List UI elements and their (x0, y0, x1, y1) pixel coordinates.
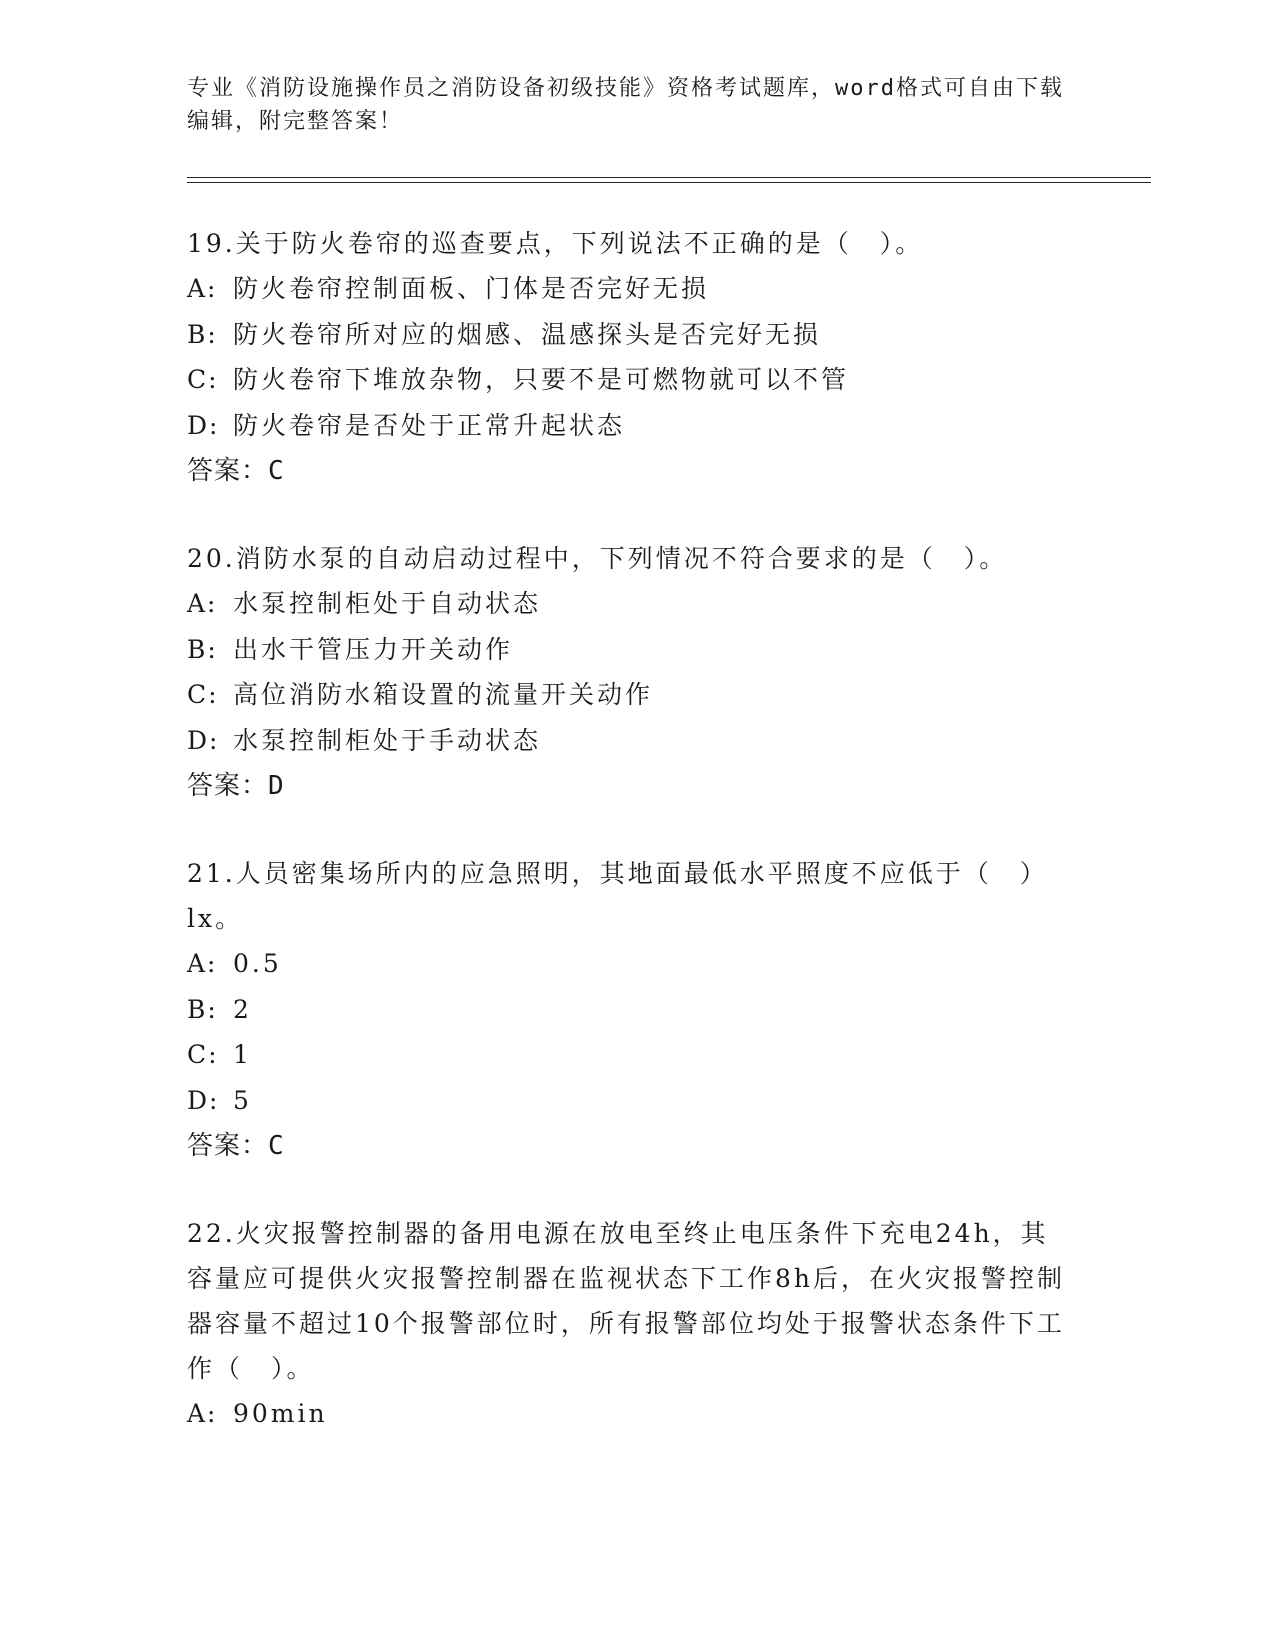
option-b (187, 312, 1067, 358)
answer-label: 答案： (187, 1131, 269, 1161)
option-a (187, 941, 1067, 987)
question-20 (187, 536, 1067, 809)
answer-line (187, 763, 1067, 809)
question-stem: 19.关于防火卷帘的巡查要点，下列说法不正确的是（ ）。 (187, 229, 924, 258)
option-label: D: (187, 1085, 220, 1115)
option-text: 水泵控制柜处于手动状态 (233, 725, 542, 755)
option-label: C: (187, 365, 219, 394)
answer-line (187, 448, 1067, 494)
option-text: 防火卷帘是否处于正常升起状态 (233, 410, 626, 440)
option-label: D: (187, 410, 220, 440)
header-text: 专业《消防设施操作员之消防设备初级技能》资格考试题库，word格式可自由下载编辑，附完整答案！ (187, 76, 1064, 134)
option-text: 出水干管压力开关动作 (233, 634, 514, 664)
option-text: 高位消防水箱设置的流量开关动作 (233, 680, 654, 709)
option-label: B: (187, 319, 218, 349)
option-label: B: (187, 634, 218, 664)
option-c (187, 357, 1067, 403)
option-a (187, 1391, 1067, 1437)
option-text: 防火卷帘控制面板、门体是否完好无损 (233, 274, 710, 303)
option-text: 2 (233, 994, 252, 1024)
header-divider-top (187, 177, 1151, 178)
option-label: A: (187, 949, 218, 978)
question-stem: 22.火灾报警控制器的备用电源在放电至终止电压条件下充电24h，其容量应可提供火灾报警控制器在监视状态下工作8h后，在火灾报警控制器容量不超过10个报警部位时，所有报警部位均处于报警状态条件下工作（ ）。 (187, 1219, 1066, 1383)
option-b (187, 627, 1067, 673)
option-text: 防火卷帘所对应的烟感、温感探头是否完好无损 (233, 319, 822, 349)
question-stem: 20.消防水泵的自动启动过程中，下列情况不符合要求的是（ ）。 (187, 544, 1008, 573)
option-d (187, 1078, 1067, 1124)
option-label: B: (187, 994, 218, 1024)
answer-value: C (268, 1131, 285, 1161)
option-label: A: (187, 1399, 218, 1428)
answer-label: 答案： (187, 771, 269, 801)
option-text: 0.5 (233, 949, 282, 978)
option-a (187, 581, 1067, 627)
question-stem: 21.人员密集场所内的应急照明，其地面最低水平照度不应低于（ ）lx。 (187, 859, 1048, 933)
option-label: A: (187, 274, 218, 303)
option-label: C: (187, 680, 219, 709)
option-c (187, 1032, 1067, 1078)
option-text: 水泵控制柜处于自动状态 (233, 589, 542, 618)
answer-line (187, 1123, 1067, 1169)
option-text: 90min (233, 1399, 328, 1428)
option-b (187, 987, 1067, 1033)
option-d (187, 718, 1067, 764)
option-label: C: (187, 1040, 219, 1069)
option-label: D: (187, 725, 220, 755)
option-text: 防火卷帘下堆放杂物，只要不是可燃物就可以不管 (233, 365, 850, 394)
answer-value: D (268, 771, 285, 801)
option-c (187, 672, 1067, 718)
header-divider-bottom (187, 182, 1151, 183)
option-text: 1 (233, 1040, 252, 1069)
document-header (187, 72, 1067, 138)
option-a (187, 266, 1067, 312)
option-d (187, 403, 1067, 449)
question-22 (187, 1211, 1067, 1437)
answer-value: C (268, 456, 285, 486)
option-label: A: (187, 589, 218, 618)
answer-label: 答案： (187, 456, 269, 486)
question-21 (187, 851, 1067, 1169)
question-19 (187, 221, 1067, 494)
option-text: 5 (233, 1085, 252, 1115)
